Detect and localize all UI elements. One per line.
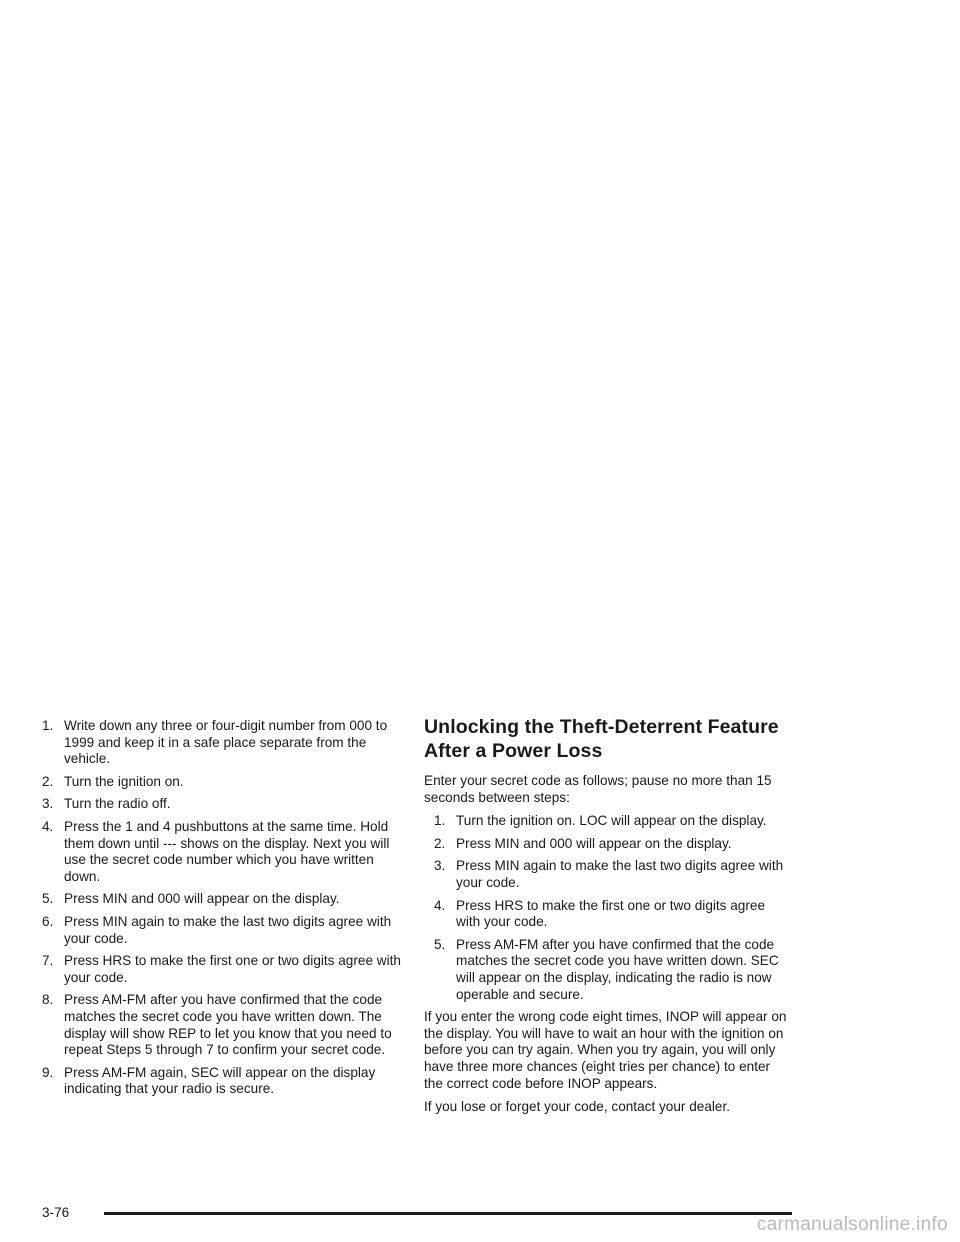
step-number: 2.: [434, 835, 446, 851]
list-item: [42, 914, 412, 947]
step-number: 5.: [42, 891, 54, 907]
step-text: Press the 1 and 4 pushbuttons at the same time. Hold them down until --- shows on the display. Next you will use the secret code number which you have written down.: [64, 818, 390, 884]
section-title: Unlocking the Theft-Deterrent Feature After a Power Loss: [424, 716, 779, 762]
step-text: Press MIN and 000 will appear on the display.: [64, 891, 340, 907]
page-number: 3-76: [42, 1205, 70, 1220]
right-steps-list: [434, 813, 792, 1003]
list-item: [434, 898, 792, 931]
step-text: Press AM-FM after you have confirmed that the code matches the secret code you have written down. The display will show REP to let you know that you need to repeat Steps 5 through 7 to confirm your secret code.: [64, 992, 392, 1058]
step-text: Press HRS to make the first one or two digits agree with your code.: [64, 953, 401, 985]
left-steps-list: [42, 718, 412, 1098]
step-number: 1.: [42, 718, 54, 733]
list-item: [434, 813, 792, 830]
step-text: Write down any three or four-digit number from 000 to 1999 and keep it in a safe place separate from the vehicle.: [64, 718, 388, 767]
step-text: Press AM-FM again, SEC will appear on the display indicating that your radio is secure.: [64, 1064, 376, 1097]
right-column: [424, 715, 792, 1123]
step-number: 2.: [42, 773, 54, 789]
step-number: 9.: [42, 1064, 54, 1080]
list-item: [42, 953, 412, 986]
step-text: Turn the radio off.: [64, 796, 171, 812]
step-number: 3.: [42, 796, 54, 812]
step-text: Press AM-FM after you have confirmed that the code matches the secret code you have written down. SEC will appear on the display, indicating the radio is now operable and secure.: [456, 936, 779, 1002]
step-text: Press MIN again to make the last two digits agree with your code.: [64, 913, 392, 946]
step-number: 4.: [434, 897, 446, 913]
list-item: [42, 796, 412, 813]
list-item: [42, 718, 412, 768]
step-number: 1.: [434, 813, 446, 829]
watermark-text: carmanualsonline.info: [756, 1214, 948, 1235]
list-item: [42, 1065, 412, 1098]
step-text: Turn the ignition on.: [64, 773, 184, 789]
step-text: Press MIN and 000 will appear on the display.: [456, 835, 732, 851]
list-item: [434, 937, 792, 1003]
list-item: [42, 819, 412, 885]
step-text: Turn the ignition on. LOC will appear on the display.: [456, 813, 767, 829]
list-item: [434, 858, 792, 891]
step-text: Press HRS to make the first one or two digits agree with your code.: [456, 897, 766, 930]
footer-divider: [104, 1212, 792, 1215]
intro-paragraph: Enter your secret code as follows; pause no more than 15 seconds between steps:: [424, 773, 772, 805]
step-number: 8.: [42, 992, 54, 1008]
step-number: 3.: [434, 858, 446, 874]
step-number: 4.: [42, 818, 54, 834]
wrong-code-paragraph: If you enter the wrong code eight times, INOP will appear on the display. You will have to wait an hour with the ignition on before you can try again. When you try again, you will only have three more chances (eight tries per chance) to enter the correct code before INOP appears.: [424, 1009, 787, 1091]
step-number: 7.: [42, 953, 54, 969]
step-number: 5.: [434, 936, 446, 952]
list-item: [42, 774, 412, 791]
step-text: Press MIN again to make the last two digits agree with your code.: [456, 858, 784, 890]
lost-code-paragraph: If you lose or forget your code, contact your dealer.: [424, 1099, 731, 1115]
list-item: [42, 992, 412, 1058]
left-column: [42, 718, 412, 1104]
list-item: [42, 891, 412, 908]
step-number: 6.: [42, 913, 54, 929]
list-item: [434, 836, 792, 853]
